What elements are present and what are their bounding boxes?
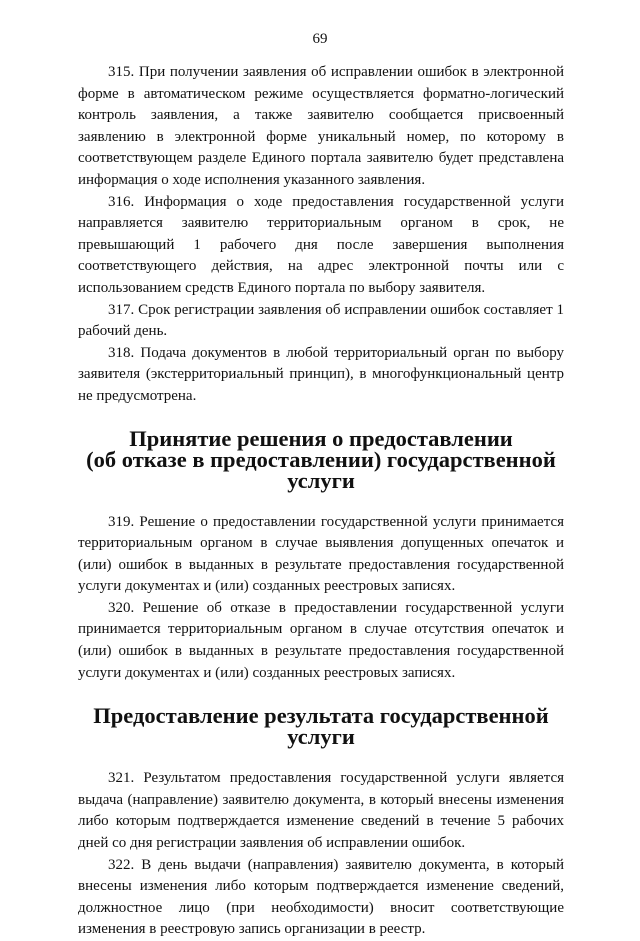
paragraph-317: 317. Срок регистрации заявления об исправлении ошибок составляет 1 рабочий день. (78, 301, 564, 340)
section-heading-decision (78, 425, 564, 493)
page-number: 69 (312, 31, 328, 47)
paragraph-319: 319. Решение о предоставлении государственной услуги принимается территориальным органом в случае выявления допущенных опечаток и (или) ошибок в выданных в результате предоставления государственной услуги документах и (или) созданных реестровых записях. (78, 513, 564, 595)
document-body (78, 62, 564, 941)
section-heading-result-line-1: Предоставление результата государственной услуги (93, 703, 549, 750)
paragraph-321: 321. Результатом предоставления государственной услуги является выдача (направление) заявителю документа, в который внесены изменения либо которым подтверждается изменение сведений в течение 5 рабочих дней со дня регистрации заявления об исправлении ошибок. (78, 770, 564, 852)
section-heading-decision-line-1: Принятие решения о предоставлении (129, 425, 513, 451)
paragraph-315: 315. При получении заявления об исправлении ошибок в электронной форме в автоматическом режиме осуществляется форматно-логический контроль заявления, а также заявителю сообщается присвоенный заявлению в электронной форме уникальный номер, по которому в соответствующем разделе Единого портала заявителю будет представлена информация о ходе исполнения указанного заявления. (78, 64, 564, 188)
paragraph-318: 318. Подача документов в любой территориальный орган по выбору заявителя (экстерриториальный принцип), в многофункциональный центр не предусмотрена. (78, 344, 564, 404)
paragraph-322: 322. В день выдачи (направления) заявителю документа, в который внесены изменения либо которым подтверждается изменение сведений, должностное лицо (при необходимости) вносит соответствующие изменения в реестровую запись организации в реестр. (78, 856, 564, 938)
paragraph-316: 316. Информация о ходе предоставления государственной услуги направляется заявителю территориальным органом в срок, не превышающий 1 рабочего дня после завершения выполнения соответствующего действия, на адрес электронной почты или с использованием средств Единого портала по выбору заявителя. (78, 193, 564, 296)
paragraph-320: 320. Решение об отказе в предоставлении государственной услуги принимается территориальным органом в случае отсутствия опечаток и (или) ошибок в выданных в результате предоставления государственной услуги документах и (или) созданных реестровых записях. (78, 599, 564, 681)
section-heading-decision-line-2: (об отказе в предоставлении) государственной услуги (86, 446, 556, 493)
section-heading-result (78, 703, 564, 750)
